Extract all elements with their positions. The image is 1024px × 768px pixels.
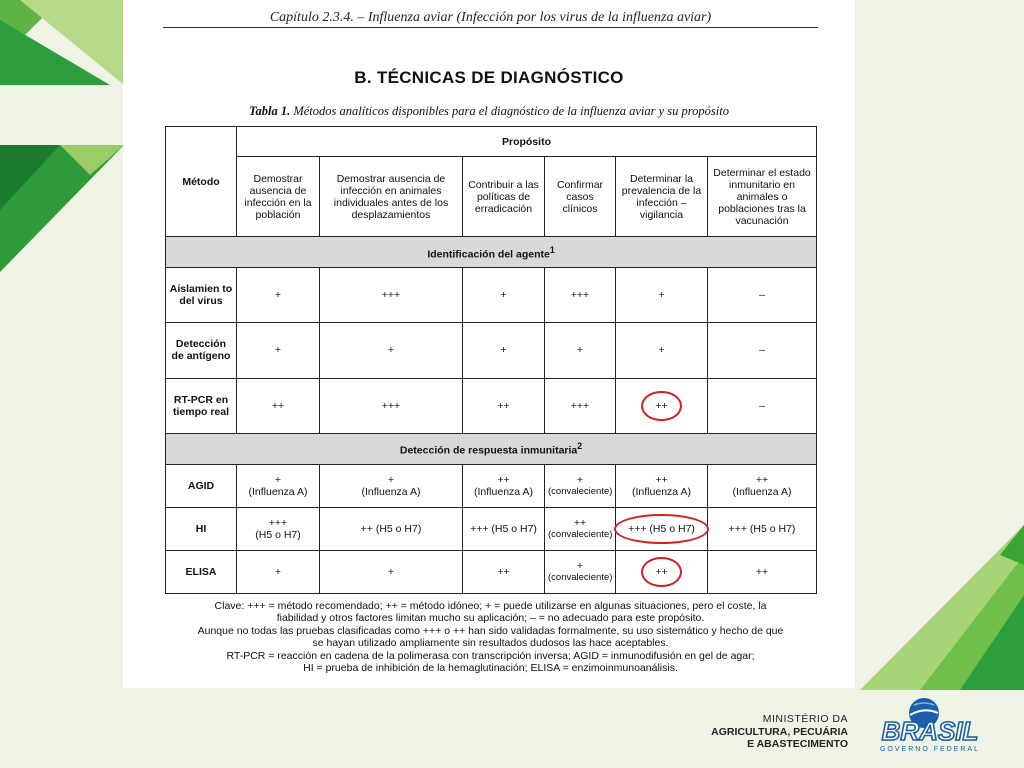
rating-cell: [545, 507, 616, 550]
brasil-government-logo: [862, 695, 998, 753]
rating-cell: [463, 507, 545, 550]
rating-qualifier: (Influenza A): [632, 485, 691, 498]
ministry-line: E ABASTECIMENTO: [747, 738, 848, 751]
rating-qualifier: (convaleciente): [548, 571, 613, 583]
section-title: B. TÉCNICAS DE DIAGNÓSTICO: [354, 68, 624, 87]
purpose-header-2: Demostrar ausencia de infección en animales individuales antes de los desplazamientos: [320, 157, 463, 237]
rating-value: +: [274, 473, 282, 486]
rating-value: +: [274, 565, 282, 578]
rating-value: ++: [573, 516, 587, 529]
rating-value: ++: [755, 565, 769, 578]
rating-cell: [320, 507, 463, 550]
highlight-circle: [641, 557, 681, 587]
note-line: se hayan utilizado ampliamente sin resultados dudosos las hace aceptables.: [312, 637, 669, 650]
rating-value: +: [274, 289, 282, 302]
rating-cell: [237, 268, 320, 323]
rating-value: +: [576, 559, 584, 572]
rating-value: +: [500, 289, 507, 302]
purpose-header-1: Demostrar ausencia de infección en la población: [237, 157, 320, 237]
rating-cell: [237, 507, 320, 550]
rating-cell: [708, 550, 817, 593]
rating-cell: [616, 464, 708, 507]
rating-value: ++: [655, 473, 668, 486]
rating-value: +: [500, 344, 507, 357]
method-column-header: Método: [166, 127, 237, 237]
rating-qualifier: (Influenza A): [474, 485, 533, 498]
purpose-header-6: Determinar el estado inmunitario en animales o poblaciones tras la vacunación: [708, 157, 817, 237]
table-caption: [123, 104, 855, 119]
rating-qualifier: (Influenza A): [248, 485, 308, 498]
table-row: [166, 268, 817, 323]
rating-value: +: [576, 473, 584, 486]
rating-cell: [616, 268, 708, 323]
rating-cell: [320, 464, 463, 507]
rating-value: ++: [655, 565, 668, 578]
ministry-line: AGRICULTURA, PECUÁRIA: [711, 725, 848, 738]
section-label: Identificación del agente: [427, 248, 550, 261]
rating-cell: [545, 323, 616, 378]
rating-value: +: [658, 344, 665, 357]
rating-cell: [463, 268, 545, 323]
rating-value: ++: [497, 565, 510, 578]
rating-cell: [616, 323, 708, 378]
rating-cell: [320, 550, 463, 593]
table-row: [166, 323, 817, 378]
rating-value: ++: [497, 399, 510, 412]
rating-value: +++ (H5 o H7): [628, 522, 695, 535]
section-row-immune-response: [166, 433, 817, 464]
rating-cell: [237, 550, 320, 593]
highlight-circle: [614, 514, 709, 544]
rating-value: +: [387, 565, 395, 578]
method-cell: RT-PCR en tiempo real: [166, 378, 237, 433]
rating-cell: [545, 378, 616, 433]
logo-wordmark: BRASIL: [881, 716, 979, 746]
purpose-column-header: Propósito: [237, 127, 817, 157]
rating-value: +: [274, 344, 282, 357]
rating-cell: [708, 464, 817, 507]
rating-value: +++: [268, 516, 288, 529]
rating-value: ++: [655, 399, 668, 412]
method-cell: HI: [166, 507, 237, 550]
rating-value: –: [759, 399, 765, 412]
rating-cell: [237, 323, 320, 378]
rating-cell: [616, 550, 708, 593]
table-row: [166, 378, 817, 433]
rating-value: ++: [497, 473, 510, 486]
section-footnote-mark: 1: [549, 245, 555, 255]
rating-value: +: [387, 473, 395, 486]
section-row-agent-identification: [166, 237, 817, 268]
note-line: Aunque no todas las pruebas clasificadas como +++ o ++ han sido validadas formalmente, su uso sistemático y hecho de que: [197, 624, 784, 637]
rating-value: +++: [570, 399, 590, 412]
rating-qualifier: (Influenza A): [732, 485, 792, 498]
rating-cell: [545, 464, 616, 507]
method-cell: Detección de antígeno: [166, 323, 237, 378]
highlight-circle: [641, 391, 681, 421]
rating-value: ++ (H5 o H7): [360, 522, 422, 535]
rating-cell: [463, 323, 545, 378]
note-line: fiabilidad y otros factores limitan mucho su aplicación; – = no adecuado para este propósito.: [276, 612, 705, 625]
rating-cell: [320, 323, 463, 378]
rating-cell: [237, 464, 320, 507]
rating-cell: [320, 378, 463, 433]
note-line: RT-PCR = reacción en cadena de la polimerasa con transcripción inversa; AGID = inmunodifusión en gel de agar;: [226, 649, 755, 662]
rating-qualifier: (Influenza A): [361, 485, 421, 498]
rating-cell: [708, 378, 817, 433]
rating-cell: [616, 507, 708, 550]
rating-qualifier: (convaleciente): [548, 528, 613, 540]
method-cell: Aislamien to del virus: [166, 268, 237, 323]
rating-cell: [708, 268, 817, 323]
rating-cell: [545, 550, 616, 593]
rating-cell: [708, 507, 817, 550]
rating-value: ++: [755, 473, 769, 486]
note-line: HI = prueba de inhibición de la hemaglutinación; ELISA = enzimoinmunoanálisis.: [303, 662, 678, 675]
rating-cell: [708, 323, 817, 378]
logo-subtext: GOVERNO FEDERAL: [879, 746, 981, 753]
section-label: Detección de respuesta inmunitaria: [399, 444, 578, 457]
table-notes: [165, 600, 816, 674]
rating-value: +++ (H5 o H7): [470, 522, 537, 535]
rating-cell: [463, 464, 545, 507]
method-cell: ELISA: [166, 550, 237, 593]
purpose-header-3: Contribuir a las políticas de erradicación: [463, 157, 545, 237]
rating-cell: [320, 268, 463, 323]
rating-value: ++: [271, 399, 285, 412]
table-row: [166, 507, 817, 550]
purpose-header-5: Determinar la prevalencia de la infección – vigilancia: [616, 157, 708, 237]
table-row: [166, 550, 817, 593]
rating-value: +: [387, 344, 395, 357]
rating-cell: [237, 378, 320, 433]
rating-cell: [545, 268, 616, 323]
rating-qualifier: (H5 o H7): [255, 528, 301, 541]
rating-qualifier: (convaleciente): [548, 485, 613, 497]
corner-decoration-bottom-right: [860, 525, 1024, 690]
rating-value: +: [576, 344, 584, 357]
rating-cell: [463, 550, 545, 593]
rating-cell: [616, 378, 708, 433]
method-cell: AGID: [166, 464, 237, 507]
table-row: [166, 464, 817, 507]
rating-value: +++: [381, 289, 401, 302]
rating-value: +++ (H5 o H7): [728, 522, 796, 535]
rating-value: –: [759, 344, 765, 357]
note-line: Clave: +++ = método recomendado; ++ = método idóneo; + = puede utilizarse en algunas situaciones, pero el coste, la: [214, 600, 767, 612]
running-head: Capítulo 2.3.4. – Influenza aviar (Infección por los virus de la influenza aviar): [163, 8, 818, 28]
diagnostic-methods-table: [165, 126, 817, 594]
corner-decoration-top-left: [0, 0, 124, 272]
purpose-header-4: Confirmar casos clínicos: [545, 157, 616, 237]
rating-value: –: [759, 289, 765, 302]
rating-value: +: [658, 289, 665, 302]
ministry-name: [705, 713, 848, 751]
ministry-line: MINISTÉRIO DA: [762, 713, 848, 725]
caption-text: Métodos analíticos disponibles para el diagnóstico de la influenza aviar y su propósito: [290, 104, 729, 118]
rating-value: +++: [381, 399, 401, 412]
caption-label: Tabla 1.: [249, 104, 291, 118]
section-footnote-mark: 2: [577, 441, 583, 452]
rating-value: +++: [570, 289, 590, 302]
rating-cell: [463, 378, 545, 433]
